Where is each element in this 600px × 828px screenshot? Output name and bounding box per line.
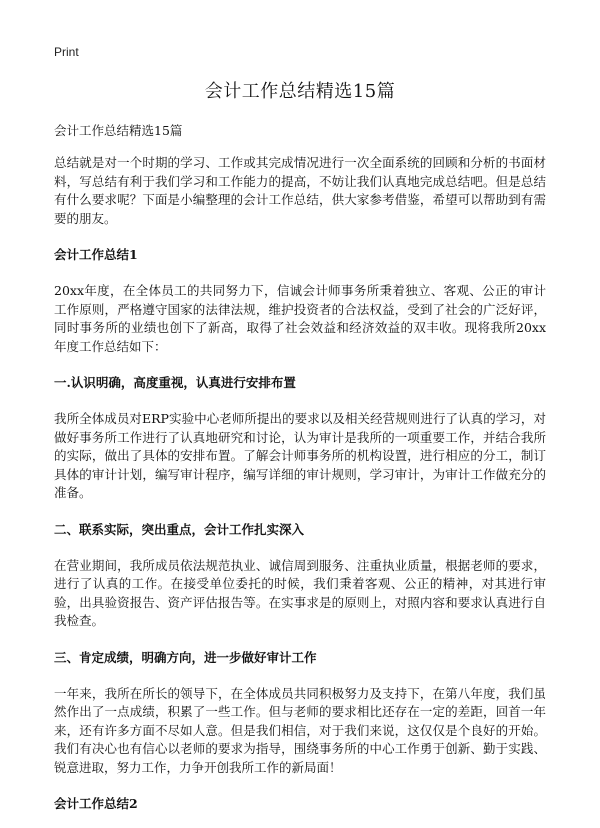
subsection-heading-1: 一.认识明确，高度重视，认真进行安排布置	[54, 375, 296, 390]
subsection-3-paragraph: 一年来，我所在所长的领导下，在全体成员共同积极努力及支持下，在第八年度，我们虽然作出了一点成绩，积累了一些工作。但与老师的要求相比还存在一定的差距，回首一年来，还有许多方面不尽如人意。但是我们相信，对于我们来说，这仅仅是个良好的开始。我们有决心也有信心以老师的要求为指导，围绕事务所的中心工作勇于创新、勤于实践、锐意进取，努力工作，力争开创我所工作的新局面！	[54, 685, 546, 775]
section-heading-1: 会计工作总结1	[54, 247, 138, 262]
section-heading-2: 会计工作总结2	[54, 796, 138, 811]
subsection-2-paragraph: 在营业期间，我所成员依法规范执业、诚信周到服务、注重执业质量，根据老师的要求，进行了认真的工作。在接受单位委托的时候，我们秉着客观、公正的精神，对其进行审验，出具验资报告、资产评估报告等。在实事求是的原则上，对照内容和要求认真进行自我检查。	[54, 557, 546, 628]
print-label: Print	[54, 45, 79, 59]
document-subtitle: 会计工作总结精选15篇	[54, 123, 183, 138]
subsection-heading-2: 二、联系实际，突出重点，会计工作扎实深入	[54, 521, 305, 537]
intro-paragraph: 总结就是对一个时期的学习、工作或其完成情况进行一次全面系统的回顾和分析的书面材料，写总结有利于我们学习和工作能力的提高，不妨让我们认真地完成总结吧。但是总结有什么要求呢？下面是小编整理的会计工作总结，供大家参考借鉴，希望可以帮助到有需要的朋友。	[54, 155, 546, 226]
subsection-heading-3: 三、肯定成绩，明确方向，进一步做好审计工作	[54, 649, 317, 665]
page-title: 会计工作总结精选15篇	[204, 81, 396, 102]
subsection-1-paragraph: 我所全体成员对ERP实验中心老师所提出的要求以及相关经营规则进行了认真的学习，对做好事务所工作进行了认真地研究和讨论，认为审计是我所的一项重要工作，并结合我所的实际，做出了具体的安排布置。了解会计师事务所的机构设置，进行相应的分工，制订具体的审计计划，编写审计程序，编写详细的审计规则，学习审计，为审计工作做充分的准备。	[54, 411, 546, 500]
section-1-paragraph: 20xx年度，在全体员工的共同努力下，信诚会计师事务所秉着独立、客观、公正的审计工作原则，严格遵守国家的法律法规，维护投资者的合法权益，受到了社会的广泛好评，同时事务所的业绩也创下了新高，取得了社会效益和经济效益的双丰收。现将我所20xx年度工作总结如下：	[54, 283, 546, 354]
